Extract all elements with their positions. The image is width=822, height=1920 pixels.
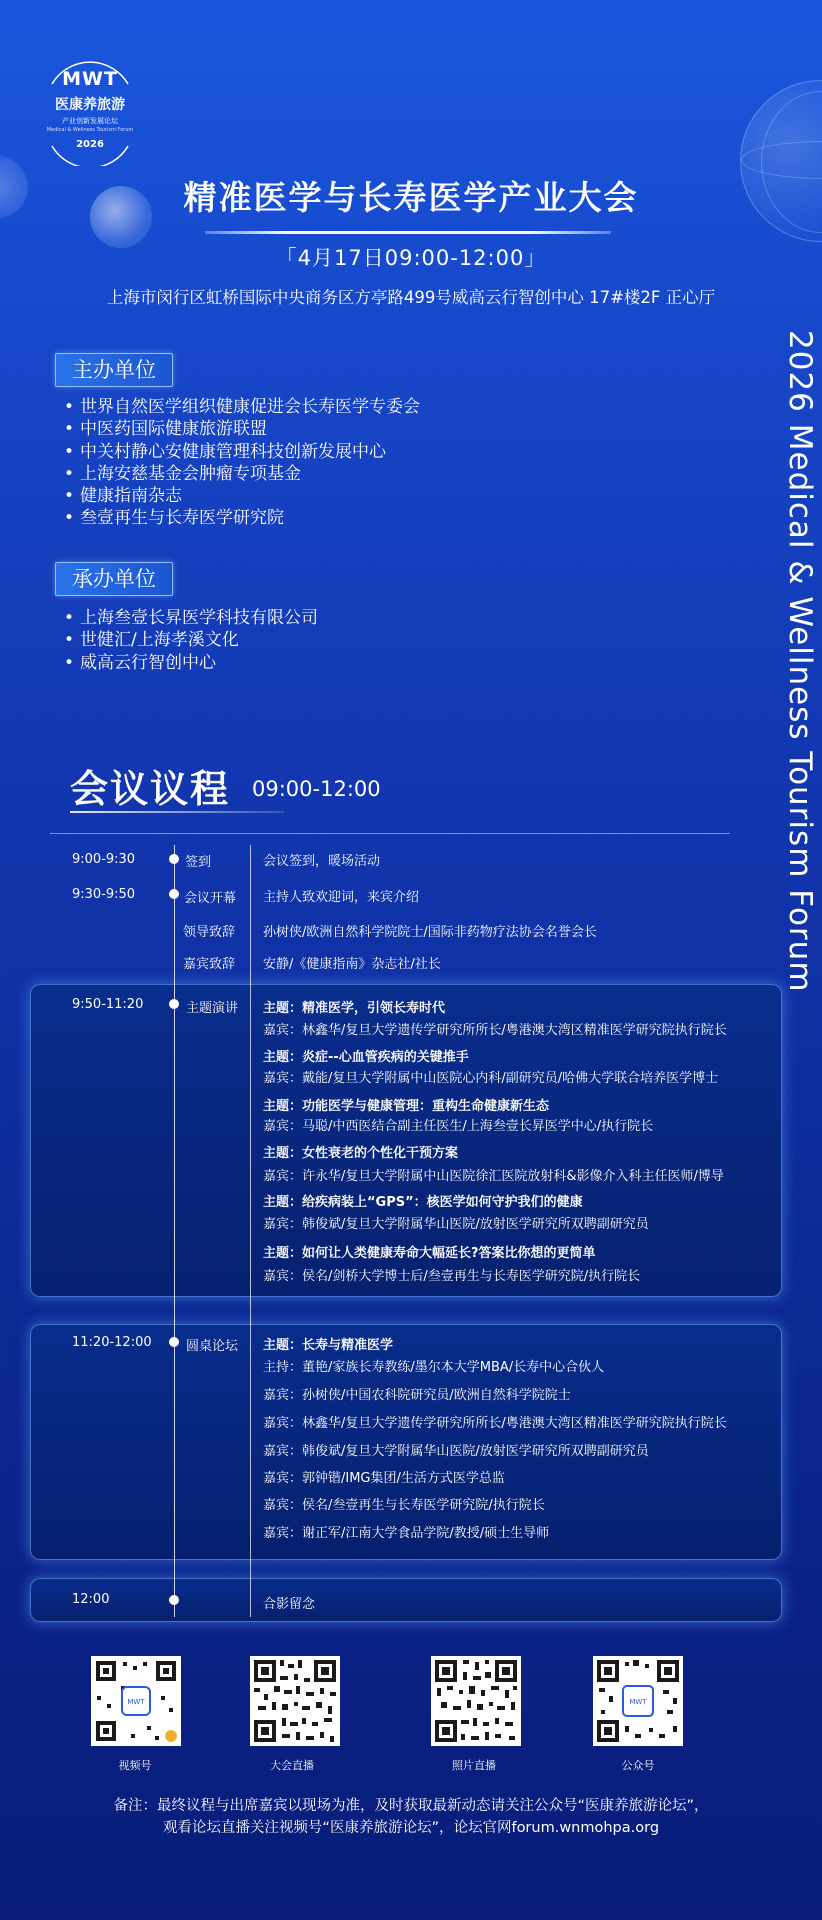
agenda-underline bbox=[70, 811, 284, 813]
closing-time: 12:00 bbox=[72, 1592, 110, 1607]
agenda-row-time: 9:30-9:50 bbox=[72, 887, 136, 902]
qr-label: 大会直播 bbox=[270, 1759, 314, 1772]
timeline-dot bbox=[169, 854, 179, 864]
forum-logo bbox=[40, 60, 140, 166]
timeline-dot bbox=[169, 1595, 179, 1605]
logo-year: 2026 bbox=[76, 139, 104, 150]
svg-text:MWT: MWT bbox=[629, 1698, 647, 1706]
agenda-time: 09:00-12:00 bbox=[252, 777, 381, 801]
list-item: • 威高云行智创中心 bbox=[64, 652, 318, 674]
roundtable-line: 嘉宾：谢正军/江南大学食品学院/教授/硕士生导师 bbox=[263, 1526, 550, 1541]
logo-english: Medical & Wellness Tourism Forum bbox=[46, 127, 134, 133]
qr-label: 照片直播 bbox=[452, 1759, 496, 1772]
list-item: • 叁壹再生与长寿医学研究院 bbox=[64, 507, 420, 529]
keynote-time: 9:50-11:20 bbox=[72, 997, 144, 1012]
timeline-dot bbox=[169, 999, 179, 1009]
logo-mark: MWT bbox=[62, 68, 118, 90]
talk-speaker: 嘉宾：戴能/复旦大学附属中山医院心内科/副研究员/哈佛大学联合培养医学博士 bbox=[263, 1071, 719, 1086]
qr-code-video-channel[interactable] bbox=[91, 1656, 181, 1746]
event-venue: 上海市闵行区虹桥国际中央商务区方亭路499号威高云行智创中心 17#楼2F 正心厅 bbox=[106, 288, 716, 307]
talk-topic: 主题：功能医学与健康管理：重构生命健康新生态 bbox=[263, 1099, 550, 1114]
agenda-row-content: 主持人致欢迎词，来宾介绍 bbox=[263, 890, 420, 905]
list-item: • 健康指南杂志 bbox=[64, 485, 420, 507]
roundtable-line: 主持：董艳/家族长寿教练/墨尔本大学MBA/长寿中心合伙人 bbox=[263, 1360, 605, 1375]
list-item: • 中关村静心安健康管理科技创新发展中心 bbox=[64, 441, 420, 463]
roundtable-time: 11:20-12:00 bbox=[72, 1335, 152, 1350]
timeline-dot bbox=[169, 889, 179, 899]
talk-speaker: 嘉宾：韩俊斌/复旦大学附属华山医院/放射医学研究所双聘副研究员 bbox=[263, 1217, 649, 1232]
talk-topic: 主题：如何让人类健康寿命大幅延长?答案比你想的更简单 bbox=[263, 1246, 596, 1261]
roundtable-label: 圆桌论坛 bbox=[186, 1339, 239, 1354]
qr-code-photo-live[interactable] bbox=[431, 1656, 521, 1746]
agenda-row-label: 会议开幕 bbox=[184, 891, 237, 906]
qr-label: 公众号 bbox=[621, 1759, 655, 1772]
list-item: • 上海安慈基金会肿瘤专项基金 bbox=[64, 463, 420, 485]
talk-speaker: 嘉宾：侯名/剑桥大学博士后/叁壹再生与长寿医学研究院/执行院长 bbox=[263, 1269, 641, 1284]
talk-topic: 主题：精准医学，引领长寿时代 bbox=[263, 1001, 446, 1016]
agenda-row-time: 9:00-9:30 bbox=[72, 852, 136, 867]
talk-speaker: 嘉宾：马聪/中西医结合副主任医生/上海叁壹长昇医学中心/执行院长 bbox=[263, 1119, 654, 1134]
organizers-badge: 主办单位 bbox=[55, 353, 173, 387]
list-item: • 上海叁壹长昇医学科技有限公司 bbox=[64, 607, 318, 629]
logo-subtitle: 产业创新发展论坛 bbox=[62, 117, 118, 125]
agenda-row-label: 签到 bbox=[185, 855, 212, 870]
column-divider bbox=[250, 845, 251, 1617]
roundtable-line: 嘉宾：林鑫华/复旦大学遗传学研究所所长/粤港澳大湾区精准医学研究院执行院长 bbox=[263, 1416, 727, 1431]
agenda-row-content: 安静/《健康指南》杂志社/社长 bbox=[263, 957, 441, 972]
agenda-top-rule bbox=[50, 833, 730, 834]
roundtable-line: 嘉宾：韩俊斌/复旦大学附属华山医院/放射医学研究所双聘副研究员 bbox=[263, 1444, 649, 1459]
co-organizers-list bbox=[64, 607, 318, 674]
svg-text:MWT: MWT bbox=[127, 1698, 145, 1706]
agenda-row-content: 孙树侠/欧洲自然科学院院士/国际非药物疗法协会名誉会长 bbox=[263, 925, 597, 940]
list-item: • 中医药国际健康旅游联盟 bbox=[64, 418, 420, 440]
roundtable-line: 嘉宾：郭钟锴/IMG集团/生活方式医学总监 bbox=[263, 1471, 505, 1486]
closing-panel bbox=[30, 1578, 782, 1622]
closing-content: 合影留念 bbox=[263, 1597, 316, 1612]
logo-ring bbox=[42, 60, 138, 166]
roundtable-line: 嘉宾：孙树侠/中国农科院研究员/欧洲自然科学院院士 bbox=[263, 1388, 571, 1403]
qr-code-live-stream[interactable] bbox=[250, 1656, 340, 1746]
logo-title: 医康养旅游 bbox=[55, 97, 125, 113]
footnote-line-1: 备注：最终议程与出席嘉宾以现场为准，及时获取最新动态请关注公众号“医康养旅游论坛”， bbox=[113, 1798, 709, 1814]
timeline-axis bbox=[174, 845, 175, 1617]
event-date: 「4月17日09:00-12:00」 bbox=[275, 246, 547, 270]
footnote-line-2: 观看论坛直播关注视频号“医康养旅游论坛”，论坛官网forum.wnmohpa.org bbox=[162, 1820, 660, 1836]
list-item: • 世健汇/上海孝溪文化 bbox=[64, 629, 318, 651]
timeline-dot bbox=[169, 1337, 179, 1347]
co-organizers-badge: 承办单位 bbox=[55, 562, 173, 596]
agenda-title: 会议议程 bbox=[70, 767, 231, 811]
roundtable-line: 嘉宾：侯名/叁壹再生与长寿医学研究院/执行院长 bbox=[263, 1498, 545, 1513]
agenda-row-label: 领导致辞 bbox=[183, 925, 236, 940]
roundtable-topic: 主题：长寿与精准医学 bbox=[263, 1338, 394, 1353]
keynote-label: 主题演讲 bbox=[186, 1001, 239, 1016]
list-item: • 世界自然医学组织健康促进会长寿医学专委会 bbox=[64, 396, 420, 418]
agenda-row-label: 嘉宾致辞 bbox=[183, 957, 236, 972]
qr-code-official-account[interactable] bbox=[593, 1656, 683, 1746]
talk-topic: 主题：炎症--心血管疾病的关键推手 bbox=[263, 1050, 469, 1065]
organizers-list bbox=[64, 396, 420, 530]
title-divider bbox=[205, 231, 611, 234]
page-title: 精准医学与长寿医学产业大会 bbox=[183, 178, 639, 217]
vertical-forum-title: 2026 Medical & Wellness Tourism Forum bbox=[782, 330, 818, 993]
qr-label: 视频号 bbox=[118, 1759, 152, 1772]
talk-topic: 主题：女性衰老的个性化干预方案 bbox=[263, 1146, 459, 1161]
talk-speaker: 嘉宾：许永华/复旦大学附属中山医院徐汇医院放射科&影像介入科主任医师/博导 bbox=[263, 1169, 724, 1184]
talk-topic: 主题：给疾病装上“GPS”：核医学如何守护我们的健康 bbox=[263, 1195, 583, 1210]
agenda-row-content: 会议签到，暖场活动 bbox=[263, 854, 381, 869]
talk-speaker: 嘉宾：林鑫华/复旦大学遗传学研究所所长/粤港澳大湾区精准医学研究院执行院长 bbox=[263, 1023, 727, 1038]
